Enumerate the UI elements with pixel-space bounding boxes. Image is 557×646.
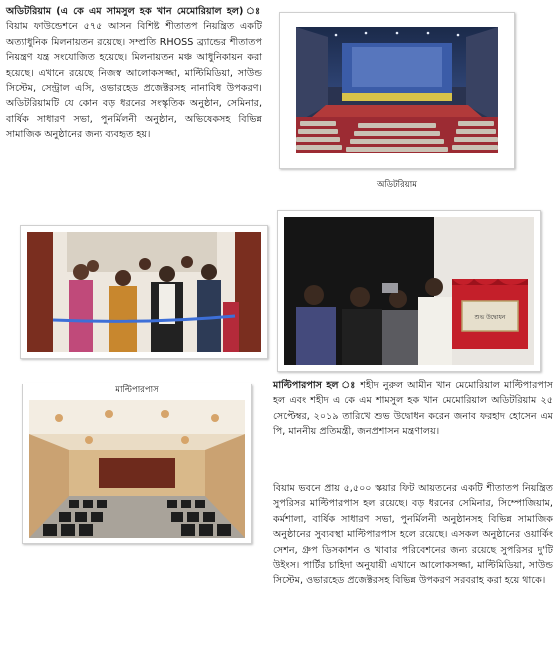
- multipurpose-intro: [273, 378, 553, 440]
- multipurpose-heading: মাল্টিপারপাস হল ঃ: [273, 380, 357, 391]
- svg-text:শুভ উদ্বোধন: শুভ উদ্বোধন: [474, 314, 506, 321]
- inauguration-photo-frame: [277, 210, 541, 372]
- auditorium-photo-frame: [279, 12, 515, 190]
- auditorium-caption: অডিটরিয়াম: [377, 180, 417, 190]
- auditorium-heading: অডিটরিয়াম (এ কে এম সামসুল হক খান মেমোরিয়াল হল) ঃ: [6, 6, 262, 17]
- multipurpose-caption: মাল্টিপারপাস: [23, 383, 251, 397]
- inauguration-photo: [284, 217, 534, 365]
- auditorium-description: [6, 4, 262, 143]
- multipurpose-photo-frame: [22, 384, 252, 544]
- multipurpose-body: [273, 481, 553, 589]
- multipurpose-photo: [29, 400, 245, 538]
- multipurpose-body-text: বিয়াম ভবনে প্রায় ৫,৫০০ স্কয়ার ফিট আয়তনের একটি শীতাতপ নিয়ন্ত্রিত সুপরিসর মাল্টিপারপাস হল রয়েছে। বড় ধরনের সেমিনার, সিম্পোজিয়াম, কর্মশালা, বার্ষিক সাধারণ সভা, পুনর্মিলনী অনুষ্ঠানসহ বিভিন্ন সামাজিক অনুষ্ঠানের সুব্যবস্থা মাল্টিপারপাস হলে রয়েছে। এসকল অনুষ্ঠানের ওয়ার্কিং সেশন, গ্রুপ ডিসকাশন ও খাবার পরিবেশনের জন্য রয়েছে সুপরিসর দু'টি উইংস। পার্টির চাহিদা অনুযায়ী এখানে আলোকসজ্জা, মাল্টিমিডিয়া, সাউন্ড সিস্টেম, ওভারহেড প্রজেক্টরসহ বিভিন্ন উপকরণ সরবরাহ করা হয়ে থাকে।: [273, 483, 553, 587]
- auditorium-body: বিয়াম ফাউন্ডেশনে ৫৭৫ আসন বিশিষ্ট শীতাতপ নিয়ন্ত্রিত একটি অত্যাধুনিক মিলনায়তন রয়েছে। সম্প্রতি RHOSS ব্র্যান্ডের শীতাতপ নিয়ন্ত্রণ যন্ত্র সংযোজিত হয়েছে। মিলনায়তন মঞ্চ আধুনিকায়ন করা হয়েছে। এখানে রয়েছে নিজস্ব আলোকসজ্জা, মাল্টিমিডিয়া, সাউন্ড সিস্টেম, সেন্ট্রাল এসি, ওভারহেড প্রজেক্টরসহ নানাবিধ উপকরণ। অডিটরিয়ামটি যে কোন বড় ধরনের সংস্কৃতিক অনুষ্ঠান, সেমিনার, বার্ষিক সাধারণ সভা, পুনর্মিলনী অনুষ্ঠান, অভিষেকসহ বিভিন্ন সামাজিক অনুষ্ঠানের জন্য ব্যবহৃত হয়।: [6, 21, 262, 141]
- ribbon-cutting-photo: [27, 232, 261, 352]
- ribbon-cutting-photo-frame: [20, 225, 268, 359]
- auditorium-photo: [296, 27, 498, 153]
- multipurpose-intro-text: শহীদ নুরুল আমীন খান মেমোরিয়াল মাল্টিপারপাস হল এবং শহীদ এ কে এম শামসুল হক খান মেমোরিয়াল অডিটরিয়াম ২৫ সেপ্টেম্বর, ২০১৯ তারিখে শুভ উদ্বোধন করেন জনাব ফরহাদ হোসেন এম পি, মাননীয় প্রতিমন্ত্রী, জনপ্রশাসন মন্ত্রণালয়।: [273, 380, 553, 438]
